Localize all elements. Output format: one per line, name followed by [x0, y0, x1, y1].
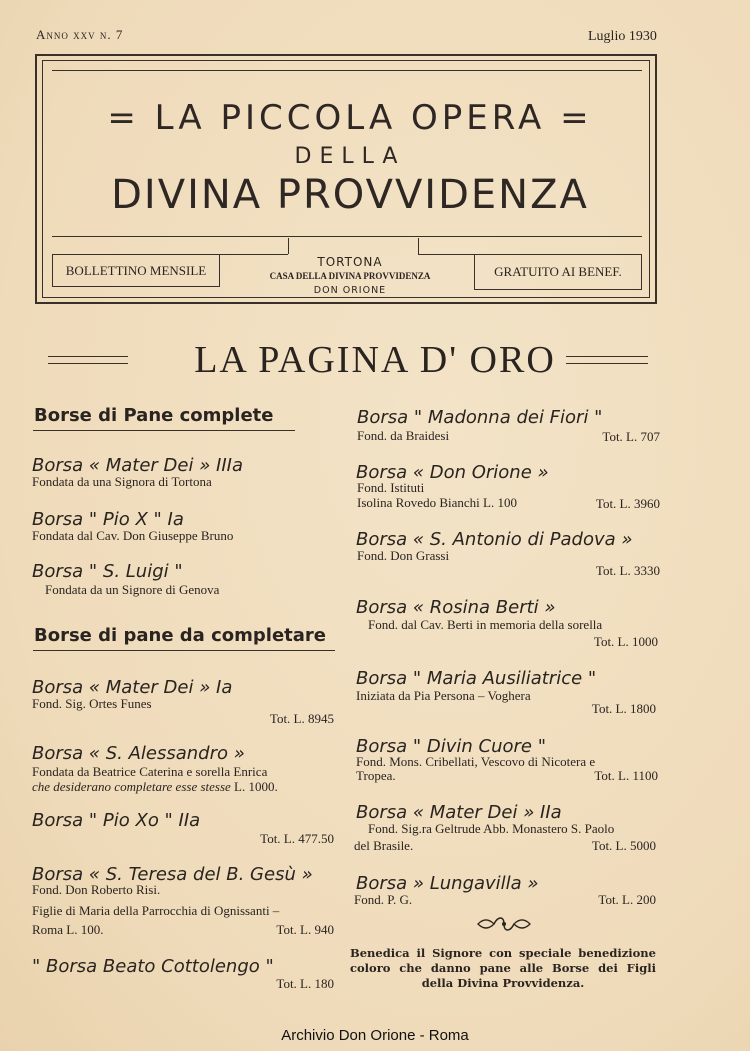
entry-title: Borsa " Pio Xo " IIa	[32, 810, 201, 831]
closing-blessing: Benedica il Signore con speciale benedizione coloro che danno pane alle Borse dei Figli della Divina Provvidenza.	[350, 946, 656, 990]
entry-detail: Fondata dal Cav. Don Giuseppe Bruno	[32, 528, 234, 543]
bulletin-label: BOLLETTINO MENSILE	[65, 263, 207, 278]
entry-detail: Fondata da una Signora di Tortona	[32, 474, 212, 489]
entry-detail: Fond. Sig.ra Geltrude Abb. Monastero S. Paolo	[368, 821, 615, 836]
right-box-right	[641, 254, 642, 289]
entry-title: Borsa " Pio X " Ia	[32, 509, 184, 530]
entry-detail: Tropea.	[356, 768, 396, 783]
entry-title: Borsa « S. Alessandro »	[32, 743, 245, 764]
entry-title: Borsa " S. Luigi "	[32, 561, 183, 582]
entry-total: Tot. L. 1000	[593, 634, 658, 649]
entry-total: Tot. L. 1800	[591, 701, 656, 716]
masthead-title-line1: = LA PICCOLA OPERA =	[107, 98, 593, 138]
ornament-icon	[476, 914, 532, 934]
entry-detail: Fond. Istituti	[357, 480, 425, 495]
entry-detail: Figlie di Maria della Parrocchia di Ognissanti –	[32, 903, 280, 918]
masthead-founder: DON ORIONE	[313, 285, 387, 296]
left-connector	[288, 238, 289, 254]
entry-detail: Fond. Sig. Ortes Funes	[32, 696, 152, 711]
entry-total: Tot. L. 8945	[269, 711, 334, 726]
archive-footer: Archivio Don Orione - Roma	[281, 1027, 469, 1044]
entry-detail: Iniziata da Pia Persona – Voghera	[356, 688, 531, 703]
masthead-mid-rule	[52, 236, 642, 237]
entry-detail: Fond. Don Grassi	[357, 548, 450, 563]
section-incomplete-heading: Borse di pane da completare	[34, 625, 326, 646]
entry-title: Borsa « Mater Dei » IIIa	[32, 455, 243, 476]
entry-total: Tot. L. 707	[602, 429, 660, 444]
entry-total: Tot. L. 200	[598, 892, 656, 907]
entry-detail: Fond. Don Roberto Risi.	[32, 882, 161, 897]
entry-detail: del Brasile.	[354, 838, 414, 853]
entry-detail: Roma L. 100.	[32, 922, 104, 937]
masthead-house: CASA DELLA DIVINA PROVVIDENZA	[269, 271, 431, 281]
entry-italic-text: che desiderano completare esse stesse	[32, 779, 231, 794]
entry-detail: Fond. da Braidesi	[357, 428, 450, 443]
right-box-bottom	[474, 289, 642, 290]
entry-detail: Fondata da Beatrice Caterina e sorella Enrica	[32, 764, 268, 779]
left-box-left	[52, 254, 53, 286]
entry-title: Borsa « Mater Dei » IIa	[356, 802, 562, 823]
entry-total: Tot. L. 477.50	[260, 831, 334, 846]
entry-title: Borsa " Madonna dei Fiori "	[357, 407, 603, 428]
entry-amount: L. 1000.	[234, 779, 278, 794]
entry-title: Borsa « Rosina Berti »	[356, 597, 556, 618]
entry-title: Borsa » Lungavilla »	[356, 873, 539, 894]
entry-total: Tot. L. 5000	[591, 838, 656, 853]
issue-number: Anno xxv n. 7	[36, 27, 124, 42]
section-complete-heading: Borse di Pane complete	[34, 405, 274, 426]
entry-title: Borsa « S. Antonio di Padova »	[356, 529, 633, 550]
entry-detail-italic	[32, 779, 278, 795]
entry-detail: Fondata da un Signore di Genova	[45, 582, 220, 597]
right-connector	[418, 238, 419, 254]
left-box-bottom	[52, 286, 220, 287]
masthead-title-line2: DELLA	[294, 144, 406, 169]
free-label: GRATUITO AI BENEF.	[494, 264, 622, 279]
right-box-left	[474, 254, 475, 289]
masthead-top-rule	[52, 70, 642, 71]
entry-title: " Borsa Beato Cottolengo "	[32, 956, 274, 977]
entry-title: Borsa " Maria Ausiliatrice "	[356, 668, 597, 689]
right-box-top	[418, 254, 642, 255]
entry-title: Borsa " Divin Cuore "	[356, 736, 547, 757]
page-title	[40, 338, 710, 382]
entry-detail: Isolina Rovedo Bianchi L. 100	[357, 495, 517, 510]
left-box-right	[219, 254, 220, 286]
entry-total: Tot. L. 1100	[594, 768, 658, 783]
section-complete-rule	[33, 430, 295, 431]
issue-date: Luglio 1930	[588, 29, 657, 44]
entry-title: Borsa « S. Teresa del B. Gesù »	[32, 864, 313, 885]
entry-detail: Fond. dal Cav. Berti in memoria della sorella	[368, 617, 603, 632]
entry-total: Tot. L. 3330	[595, 563, 660, 578]
masthead-city: TORTONA	[317, 255, 383, 269]
entry-title: Borsa « Don Orione »	[356, 462, 549, 483]
entry-detail: Fond. P. G.	[354, 892, 413, 907]
entry-total: Tot. L. 940	[276, 922, 334, 937]
entry-total: Tot. L. 180	[276, 976, 334, 991]
entry-total: Tot. L. 3960	[595, 496, 660, 511]
masthead-title-line3: DIVINA PROVVIDENZA	[111, 172, 589, 218]
entry-title: Borsa « Mater Dei » Ia	[32, 677, 233, 698]
page-title-text: LA PAGINA D' ORO	[194, 339, 556, 381]
entry-detail: Fond. Mons. Cribellati, Vescovo di Nicotera e	[356, 754, 596, 769]
section-incomplete-rule	[33, 650, 335, 651]
